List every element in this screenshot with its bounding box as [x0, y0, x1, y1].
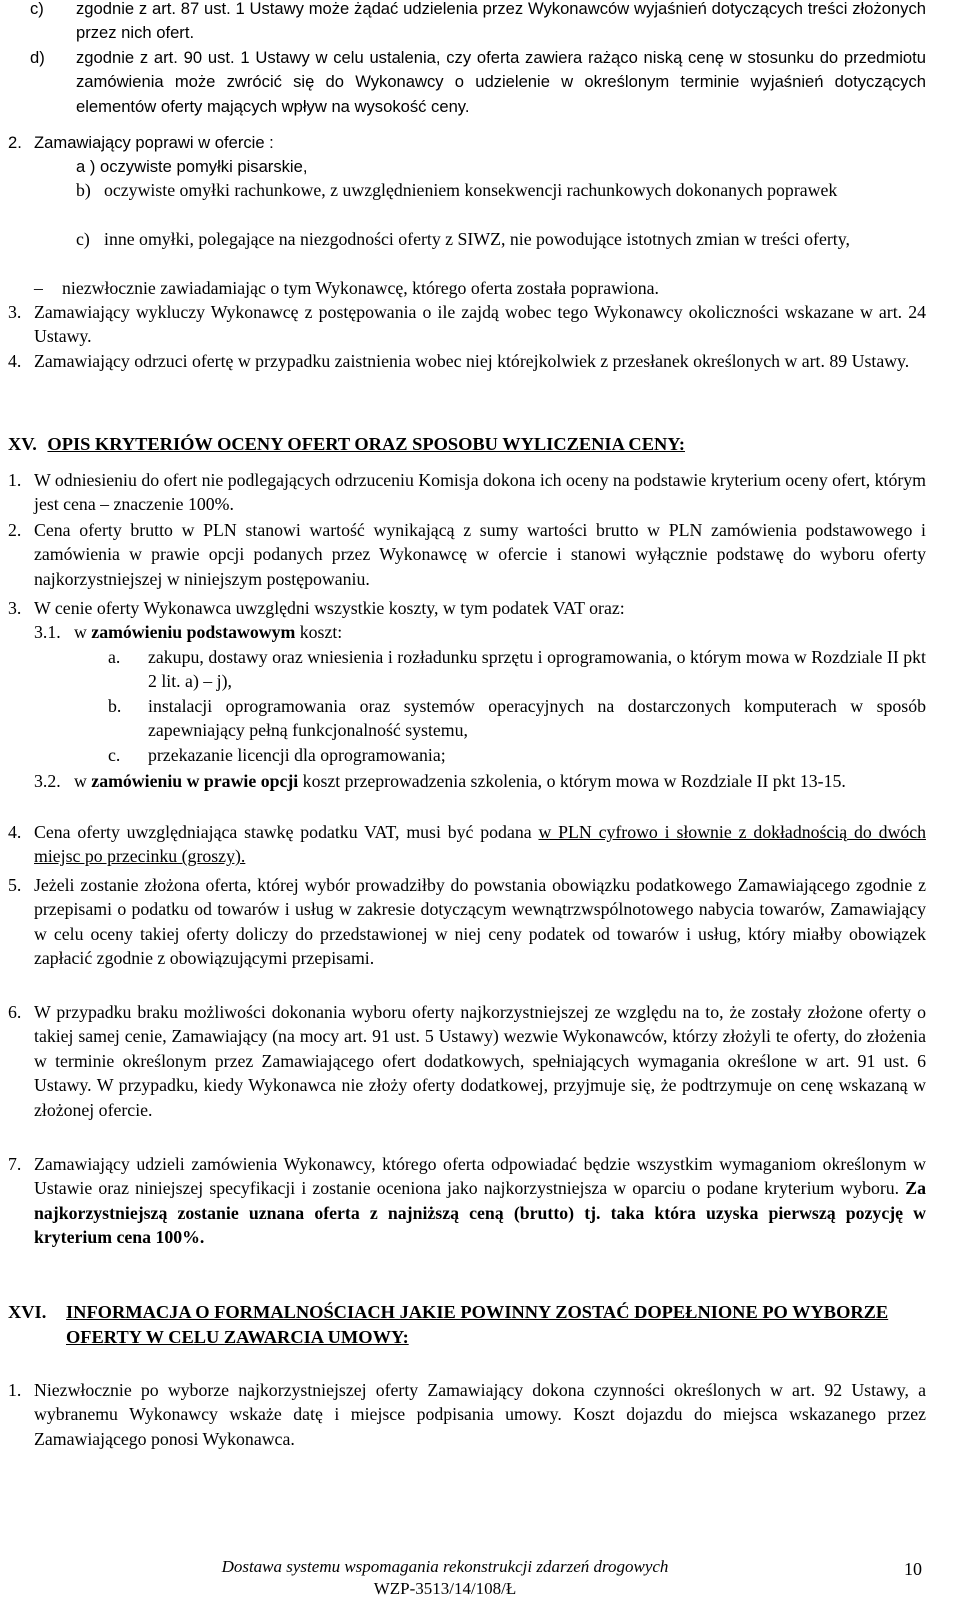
xv-item-4: 4. Cena oferty uwzględniająca stawkę podatku VAT, musi być podana w PLN cyfrowo i słownie z dokładnością do dwóch miejsc po przecinku (groszy). [8, 822, 927, 867]
footer-reference: WZP-3513/14/108/Ł [373, 1579, 517, 1598]
xv-item-3-2: 3.2. w zamówieniu w prawie opcji koszt przeprowadzenia szkolenia, o którym mowa w Rozdziale II pkt 13-15. [34, 771, 846, 791]
intro-item-c: c) zgodnie z art. 87 ust. 1 Ustawy może żądać udzielenia przez Wykonawców wyjaśnień dotyczących treści złożonych przez nich ofert. [30, 0, 926, 43]
page-number: 10 [904, 1559, 922, 1579]
intro-item-d: d) zgodnie z art. 90 ust. 1 Ustawy w celu ustalenia, czy oferta zawiera rażąco niską cenę w stosunku do przedmiotu zamówienia może zwrócić się do Wykonawcy o udzielenie w określonym terminie wyjaśnień dotyczących elementów oferty mających wpływ na wysokość ceny. [30, 48, 926, 116]
xv-item-2: 2. Cena oferty brutto w PLN stanowi wartość wynikającą z sumy wartości brutto w PLN zamówienia podstawowego i zamówienia w prawie opcji podanych przez Wykonawcę w ofercie i stanowi wyłącznie podstawę do wyboru oferty najkorzystniejszej w niniejszym postępowaniu. [8, 520, 926, 589]
xv-item-3-1: 3.1. w zamówieniu podstawowym koszt: [34, 622, 343, 642]
section-2-item-b: b) oczywiste omyłki rachunkowe, z uwzględnieniem konsekwencji rachunkowych dokonanych poprawek [76, 180, 838, 200]
footer [160, 1556, 730, 1600]
xv-item-3-1-b: b. instalacji oprogramowania oraz systemów operacyjnych na dostarczonych komputerach w sposób zapewniający pełną funkcjonalność systemu, [108, 696, 926, 741]
section-2-item-c: c) inne omyłki, polegające na niezgodności oferty z SIWZ, nie powodujące istotnych zmian w treści oferty, [76, 229, 850, 249]
section-2-item: 2. Zamawiający poprawi w ofercie : [8, 133, 274, 152]
xv-item-3: 3. W cenie oferty Wykonawca uwzględni wszystkie koszty, w tym podatek VAT oraz: [8, 598, 625, 618]
section-xvi-heading [8, 1300, 926, 1350]
xv-item-3-1-a: a. zakupu, dostawy oraz wniesienia i rozładunku sprzętu i oprogramowania, o którym mowa w Rozdziale II pkt 2 lit. a) – j), [108, 647, 926, 692]
section-2-notify: – niezwłocznie zawiadamiając o tym Wykonawcę, którego oferta została poprawiona. [34, 278, 659, 298]
section-xv-number: XV. [8, 434, 37, 454]
xvi-item-1: 1. Niezwłocznie po wyborze najkorzystniejszej oferty Zamawiający dokona czynności określonych w art. 92 Ustawy, a wybranemu Wykonawcy wskaże datę i miejsce podpisania umowy. Koszt dojazdu do miejsca wskazanego przez Zamawiającego ponosi Wykonawca. [8, 1380, 926, 1449]
xv-item-5: 5. Jeżeli zostanie złożona oferta, której wybór prowadziłby do powstania obowiązku podatkowego Zamawiającego zgodnie z przepisami o podatku od towarów i usług w zakresie dotyczącym wewnątrzwspólnotowego nabycia towarów, Zamawiający w celu oceny takiej oferty doliczy do przedstawionej w niej ceny podatek od towarów i usług, który miałby obowiązek zapłacić zgodnie z obowiązującymi przepisami. [8, 875, 926, 969]
section-3-item: 3. Zamawiający wykluczy Wykonawcę z postępowania o ile zajdą wobec tego Wykonawcy okoliczności wskazane w art. 24 Ustawy. [8, 302, 926, 347]
section-2-item-a: a ) oczywiste pomyłki pisarskie, [76, 157, 308, 176]
section-xv-heading [8, 432, 685, 456]
section-xv-title: OPIS KRYTERIÓW OCENY OFERT ORAZ SPOSOBU WYLICZENIA CENY: [47, 434, 685, 454]
xv-item-7: 7. Zamawiający udzieli zamówienia Wykonawcy, którego oferta odpowiadać będzie wszystkim wymaganiom określonym w Ustawie oraz niniejszej specyfikacji i zostanie oceniona jako najkorzystniejsza w oparciu o podane kryterium wyboru. Za najkorzystniejszą zostanie uznana oferta z najniższą ceną (brutto) tj. taka która uzyska pierwszą pozycję w kryterium cena 100%. [8, 1154, 926, 1248]
xv-item-1: 1. W odniesieniu do ofert nie podlegających odrzuceniu Komisja dokona ich oceny na podstawie kryterium oceny ofert, którym jest cena – znaczenie 100%. [8, 470, 926, 515]
footer-title: Dostawa systemu wspomagania rekonstrukcji zdarzeń drogowych [221, 1557, 669, 1576]
section-4-item: 4. Zamawiający odrzuci ofertę w przypadku zaistnienia wobec niej którejkolwiek z przesłanek określonych w art. 89 Ustawy. [8, 351, 910, 371]
section-xvi-title: INFORMACJA O FORMALNOŚCIACH JAKIE POWINNY ZOSTAĆ DOPEŁNIONE PO WYBORZE OFERTY W CELU ZAWARCIA UMOWY: [66, 1302, 889, 1347]
xv-item-3-1-c: c. przekazanie licencji dla oprogramowania; [108, 745, 446, 765]
section-xvi-number: XVI. [8, 1302, 47, 1322]
xv-item-6: 6. W przypadku braku możliwości dokonania wyboru oferty najkorzystniejszej ze względu na to, że zostały złożone oferty o takiej samej cenie, Zamawiający (na mocy art. 91 ust. 5 Ustawy) wezwie Wykonawców, którzy złożyli te oferty, do złożenia w terminie określonym przez Zamawiającego ofert dodatkowych, spełniających wymagania określone w art. 91 ust. 6 Ustawy. W przypadku, kiedy Wykonawca nie złoży oferty dodatkowej, przyjmuje się, że podtrzymuje on cenę wskazaną w złożonej ofercie. [8, 1002, 926, 1120]
